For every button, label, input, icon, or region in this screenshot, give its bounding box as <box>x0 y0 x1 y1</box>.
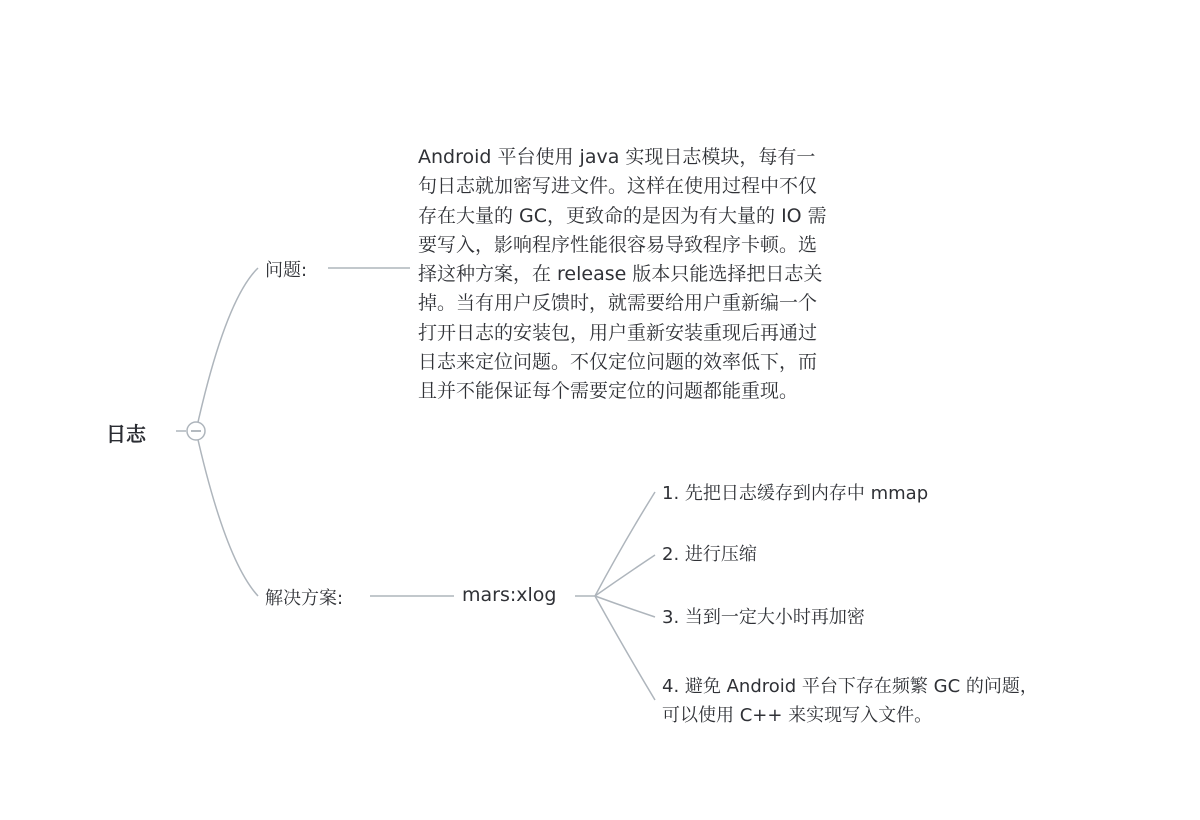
description-line: 打开日志的安装包，用户重新安装重现后再通过 <box>418 321 818 344</box>
description-line: 日志来定位问题。不仅定位问题的效率低下，而 <box>418 351 818 374</box>
branch-problem <box>196 268 258 431</box>
branch-step4 <box>595 596 655 700</box>
description-line: 存在大量的 GC，更致命的是因为有大量的 IO 需 <box>418 204 827 227</box>
step-node-1[interactable]: 1. 先把日志缓存到内存中 mmap <box>662 483 929 504</box>
branch-solution <box>196 431 258 596</box>
step-4-line: 4. 避免 Android 平台下存在频繁 GC 的问题， <box>662 676 1038 697</box>
branch-step3 <box>595 596 655 617</box>
description-line: 要写入，影响程序性能很容易导致程序卡顿。选 <box>418 233 818 256</box>
collapse-toggle-icon <box>187 422 205 440</box>
root-node[interactable]: 日志 <box>106 422 146 446</box>
description-line: 且并不能保证每个需要定位的问题都能重现。 <box>418 380 799 403</box>
problem-node[interactable]: 问题: <box>265 260 308 281</box>
description-line: 句日志就加密写进文件。这样在使用过程中不仅 <box>418 175 818 198</box>
problem-description[interactable] <box>418 143 888 407</box>
solution-node[interactable]: 解决方案: <box>265 588 344 609</box>
branch-step1 <box>595 492 655 596</box>
branch-step2 <box>595 555 655 596</box>
step-4-line: 可以使用 C++ 来实现写入文件。 <box>662 705 933 726</box>
description-line: 掉。当有用户反馈时，就需要给用户重新编一个 <box>418 292 818 315</box>
mars-xlog-node[interactable]: mars:xlog <box>462 584 557 606</box>
step-node-2[interactable]: 2. 进行压缩 <box>662 544 757 565</box>
step-node-3[interactable]: 3. 当到一定大小时再加密 <box>662 607 865 628</box>
step-node-4[interactable] <box>662 672 1038 730</box>
description-line: Android 平台使用 java 实现日志模块，每有一 <box>418 146 816 168</box>
description-line: 择这种方案，在 release 版本只能选择把日志关 <box>418 263 823 286</box>
